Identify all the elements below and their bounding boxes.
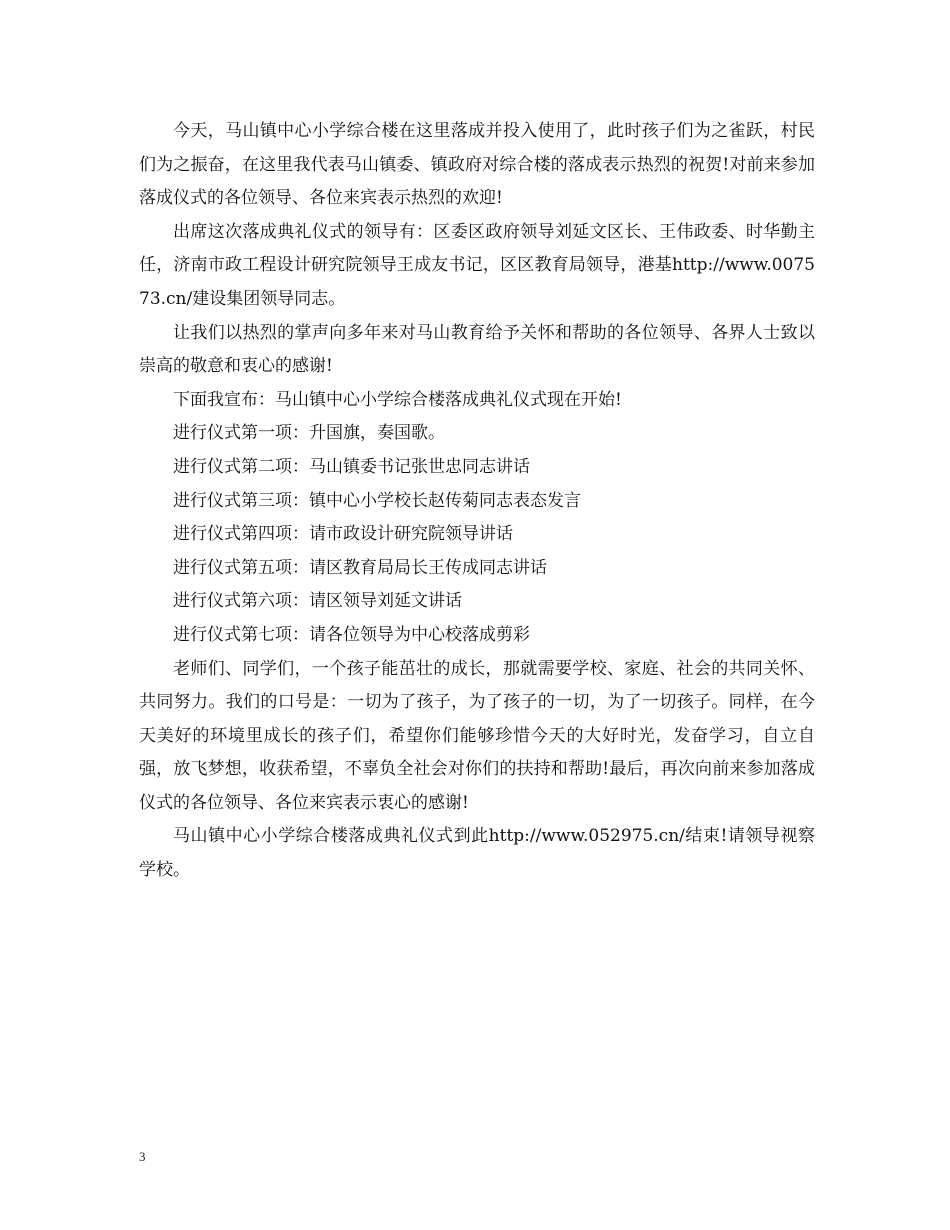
ceremony-item-5: 进行仪式第五项：请区教育局局长王传成同志讲话 — [173, 557, 547, 578]
ceremony-item-1: 进行仪式第一项：升国旗，奏国歌。 — [173, 423, 445, 444]
page-number: 3 — [139, 1149, 146, 1164]
paragraph-message: 老师们、同学们，一个孩子能茁壮的成长，那就需要学校、家庭、社会的共同关怀、共同努力。我们的口号是：一切为了孩子，为了孩子的一切，为了一切孩子。同样，在今天美好的环境里成长的孩子们，希望你们能够珍惜今天的大好时光，发奋学习，自立自强，放飞梦想，收获希望，不辜负全社会对你们的扶持和帮助!最后，再次向前来参加落成仪式的各位领导、各位来宾表示衷心的感谢! — [139, 658, 815, 813]
paragraph-thanks: 让我们以热烈的掌声向多年来对马山教育给予关怀和帮助的各位领导、各界人士致以崇高的敬意和衷心的感谢! — [139, 322, 815, 377]
paragraph-announcement: 下面我宣布：马山镇中心小学综合楼落成典礼仪式现在开始! — [173, 389, 622, 410]
ceremony-item-4: 进行仪式第四项：请市政设计研究院领导讲话 — [173, 524, 513, 545]
paragraph-attendees: 出席这次落成典礼仪式的领导有：区委区政府领导刘延文区长、王伟政委、时华勤主任，济南市政工程设计研究院领导王成友书记，区区教育局领导，港基http://www.007573.cn/建设集团领导同志。 — [139, 221, 815, 309]
ceremony-item-3: 进行仪式第三项：镇中心小学校长赵传菊同志表态发言 — [173, 490, 581, 511]
paragraph-closing: 马山镇中心小学综合楼落成典礼仪式到此http://www.052975.cn/结束!请领导视察学校。 — [139, 826, 815, 881]
ceremony-item-7: 进行仪式第七项：请各位领导为中心校落成剪彩 — [173, 624, 530, 645]
paragraph-opening: 今天，马山镇中心小学综合楼在这里落成并投入使用了，此时孩子们为之雀跃，村民们为之振奋，在这里我代表马山镇委、镇政府对综合楼的落成表示热烈的祝贺!对前来参加落成仪式的各位领导、各位来宾表示热烈的欢迎! — [139, 121, 815, 209]
document-body — [139, 115, 815, 888]
ceremony-item-2: 进行仪式第二项：马山镇委书记张世忠同志讲话 — [173, 456, 530, 477]
ceremony-item-6: 进行仪式第六项：请区领导刘延文讲话 — [173, 591, 462, 612]
